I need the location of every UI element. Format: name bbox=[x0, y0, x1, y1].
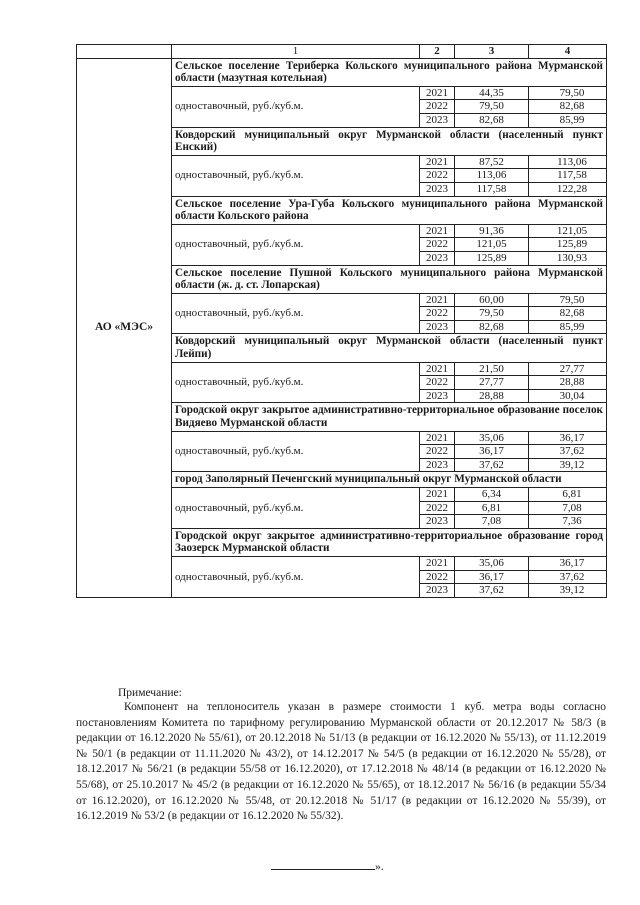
value-col3-cell: 6,81 bbox=[455, 501, 529, 515]
year-cell: 2022 bbox=[420, 307, 455, 321]
value-col4-cell: 7,36 bbox=[529, 515, 607, 529]
tariff-type-cell: одноставочный, руб./куб.м. bbox=[172, 86, 420, 127]
header-cell-3: 3 bbox=[455, 45, 529, 59]
organization-cell: АО «МЭС» bbox=[77, 58, 172, 597]
section-title: город Заполярный Печенгский муниципальный округ Мурманской области bbox=[172, 472, 607, 488]
section-title: Сельское поселение Териберка Кольского муниципального района Мурманской области (мазутная котельная) bbox=[172, 58, 607, 86]
year-cell: 2023 bbox=[420, 458, 455, 472]
tariff-type-cell: одноставочный, руб./куб.м. bbox=[172, 556, 420, 597]
tariff-type-cell: одноставочный, руб./куб.м. bbox=[172, 488, 420, 529]
year-cell: 2023 bbox=[420, 113, 455, 127]
header-cell-4: 4 bbox=[529, 45, 607, 59]
value-col3-cell: 60,00 bbox=[455, 293, 529, 307]
value-col4-cell: 27,77 bbox=[529, 362, 607, 376]
value-col4-cell: 122,28 bbox=[529, 182, 607, 196]
note-text: Компонент на теплоноситель указан в размере стоимости 1 куб. метра воды согласно постановлениям Комитета по тарифному регулированию Мурманской области от 20.12.2017 № 58/3 (в редакции от 16.12.2020 № 55/61), от 20.12.2018 № 51/13 (в редакции от 16.12.2020 № 55/13), от 11.12.2019 № 50/1 (в редакции от 11.11.2020 № 43/2), от 14.12.2017 № 54/5 (в редакции от 16.12.2020 № 55/28), от 18.12.2017 № 56/21 (в редакции 55/58 от 16.12.2020), от 17.12.2018 № 48/14 (в редакции от 16.12.2020 № 55/68), от 25.10.2017 № 45/2 (в редакции от 16.12.2020 № 55/65), от 18.12.2017 № 56/16 (в редакции 55/34 от 16.12.2020), от 16.12.2020 № 55/48, от 20.12.2018 № 51/17 (в редакции от 16.12.2020 № 55/39), от 16.12.2019 № 53/2 (в редакции от 16.12.2020 № 55/32). bbox=[76, 701, 606, 823]
value-col4-cell: 82,68 bbox=[529, 100, 607, 114]
section-title: Ковдорский муниципальный округ Мурманской области (населенный пункт Енский) bbox=[172, 127, 607, 155]
value-col3-cell: 21,50 bbox=[455, 362, 529, 376]
year-cell: 2021 bbox=[420, 86, 455, 100]
value-col3-cell: 121,05 bbox=[455, 238, 529, 252]
value-col3-cell: 125,89 bbox=[455, 251, 529, 265]
value-col3-cell: 79,50 bbox=[455, 100, 529, 114]
blank-line bbox=[271, 858, 375, 870]
section-title: Ковдорский муниципальный округ Мурманской области (населенный пункт Лейпи) bbox=[172, 334, 607, 362]
note-title: Примечание: bbox=[118, 687, 182, 699]
value-col3-cell: 7,08 bbox=[455, 515, 529, 529]
year-cell: 2021 bbox=[420, 155, 455, 169]
tariff-type-cell: одноставочный, руб./куб.м. bbox=[172, 431, 420, 472]
value-col3-cell: 35,06 bbox=[455, 431, 529, 445]
year-cell: 2021 bbox=[420, 488, 455, 502]
header-cell-blank bbox=[77, 45, 172, 59]
year-cell: 2023 bbox=[420, 515, 455, 529]
value-col3-cell: 27,77 bbox=[455, 376, 529, 390]
value-col3-cell: 35,06 bbox=[455, 556, 529, 570]
value-col4-cell: 82,68 bbox=[529, 307, 607, 321]
value-col4-cell: 30,04 bbox=[529, 389, 607, 403]
value-col4-cell: 36,17 bbox=[529, 431, 607, 445]
year-cell: 2023 bbox=[420, 251, 455, 265]
year-cell: 2022 bbox=[420, 100, 455, 114]
value-col4-cell: 37,62 bbox=[529, 570, 607, 584]
tariff-type-cell: одноставочный, руб./куб.м. bbox=[172, 224, 420, 265]
signature-line bbox=[271, 858, 384, 873]
section-title: Городской округ закрытое административно-территориальное образование поселок Видяево Мурманской области bbox=[172, 403, 607, 431]
year-cell: 2023 bbox=[420, 320, 455, 334]
section-title: Сельское поселение Пушной Кольского муниципального района Мурманской области (ж. д. ст. Лопарская) bbox=[172, 265, 607, 293]
tariff-type-cell: одноставочный, руб./куб.м. bbox=[172, 155, 420, 196]
value-col4-cell: 113,06 bbox=[529, 155, 607, 169]
year-cell: 2022 bbox=[420, 501, 455, 515]
year-cell: 2022 bbox=[420, 376, 455, 390]
value-col4-cell: 7,08 bbox=[529, 501, 607, 515]
year-cell: 2022 bbox=[420, 169, 455, 183]
value-col3-cell: 36,17 bbox=[455, 570, 529, 584]
value-col4-cell: 36,17 bbox=[529, 556, 607, 570]
value-col4-cell: 79,50 bbox=[529, 293, 607, 307]
value-col3-cell: 91,36 bbox=[455, 224, 529, 238]
year-cell: 2021 bbox=[420, 556, 455, 570]
value-col3-cell: 37,62 bbox=[455, 458, 529, 472]
value-col4-cell: 125,89 bbox=[529, 238, 607, 252]
tariff-type-cell: одноставочный, руб./куб.м. bbox=[172, 362, 420, 403]
value-col3-cell: 82,68 bbox=[455, 320, 529, 334]
year-cell: 2021 bbox=[420, 293, 455, 307]
year-cell: 2023 bbox=[420, 182, 455, 196]
value-col4-cell: 130,93 bbox=[529, 251, 607, 265]
value-col4-cell: 117,58 bbox=[529, 169, 607, 183]
tariff-type-cell: одноставочный, руб./куб.м. bbox=[172, 293, 420, 334]
value-col3-cell: 44,35 bbox=[455, 86, 529, 100]
year-cell: 2021 bbox=[420, 362, 455, 376]
value-col3-cell: 28,88 bbox=[455, 389, 529, 403]
closing-mark: ». bbox=[375, 861, 384, 873]
value-col3-cell: 87,52 bbox=[455, 155, 529, 169]
value-col3-cell: 37,62 bbox=[455, 584, 529, 598]
value-col3-cell: 79,50 bbox=[455, 307, 529, 321]
value-col4-cell: 85,99 bbox=[529, 320, 607, 334]
header-row bbox=[77, 45, 607, 59]
year-cell: 2023 bbox=[420, 389, 455, 403]
tariff-table bbox=[76, 44, 607, 598]
value-col3-cell: 117,58 bbox=[455, 182, 529, 196]
year-cell: 2022 bbox=[420, 570, 455, 584]
value-col4-cell: 85,99 bbox=[529, 113, 607, 127]
header-cell-2: 2 bbox=[420, 45, 455, 59]
value-col3-cell: 6,34 bbox=[455, 488, 529, 502]
section-title: Сельское поселение Ура-Губа Кольского муниципального района Мурманской области Кольского района bbox=[172, 196, 607, 224]
section-title: Городской округ закрытое административно-территориальное образование город Заозерск Мурманской области bbox=[172, 528, 607, 556]
section-title-row bbox=[77, 58, 607, 86]
value-col3-cell: 113,06 bbox=[455, 169, 529, 183]
value-col4-cell: 39,12 bbox=[529, 458, 607, 472]
value-col4-cell: 6,81 bbox=[529, 488, 607, 502]
year-cell: 2021 bbox=[420, 431, 455, 445]
year-cell: 2023 bbox=[420, 584, 455, 598]
header-cell-1: 1 bbox=[172, 45, 420, 59]
value-col4-cell: 39,12 bbox=[529, 584, 607, 598]
value-col4-cell: 121,05 bbox=[529, 224, 607, 238]
year-cell: 2022 bbox=[420, 238, 455, 252]
year-cell: 2022 bbox=[420, 445, 455, 459]
value-col4-cell: 28,88 bbox=[529, 376, 607, 390]
value-col3-cell: 82,68 bbox=[455, 113, 529, 127]
value-col4-cell: 37,62 bbox=[529, 445, 607, 459]
value-col4-cell: 79,50 bbox=[529, 86, 607, 100]
value-col3-cell: 36,17 bbox=[455, 445, 529, 459]
year-cell: 2021 bbox=[420, 224, 455, 238]
